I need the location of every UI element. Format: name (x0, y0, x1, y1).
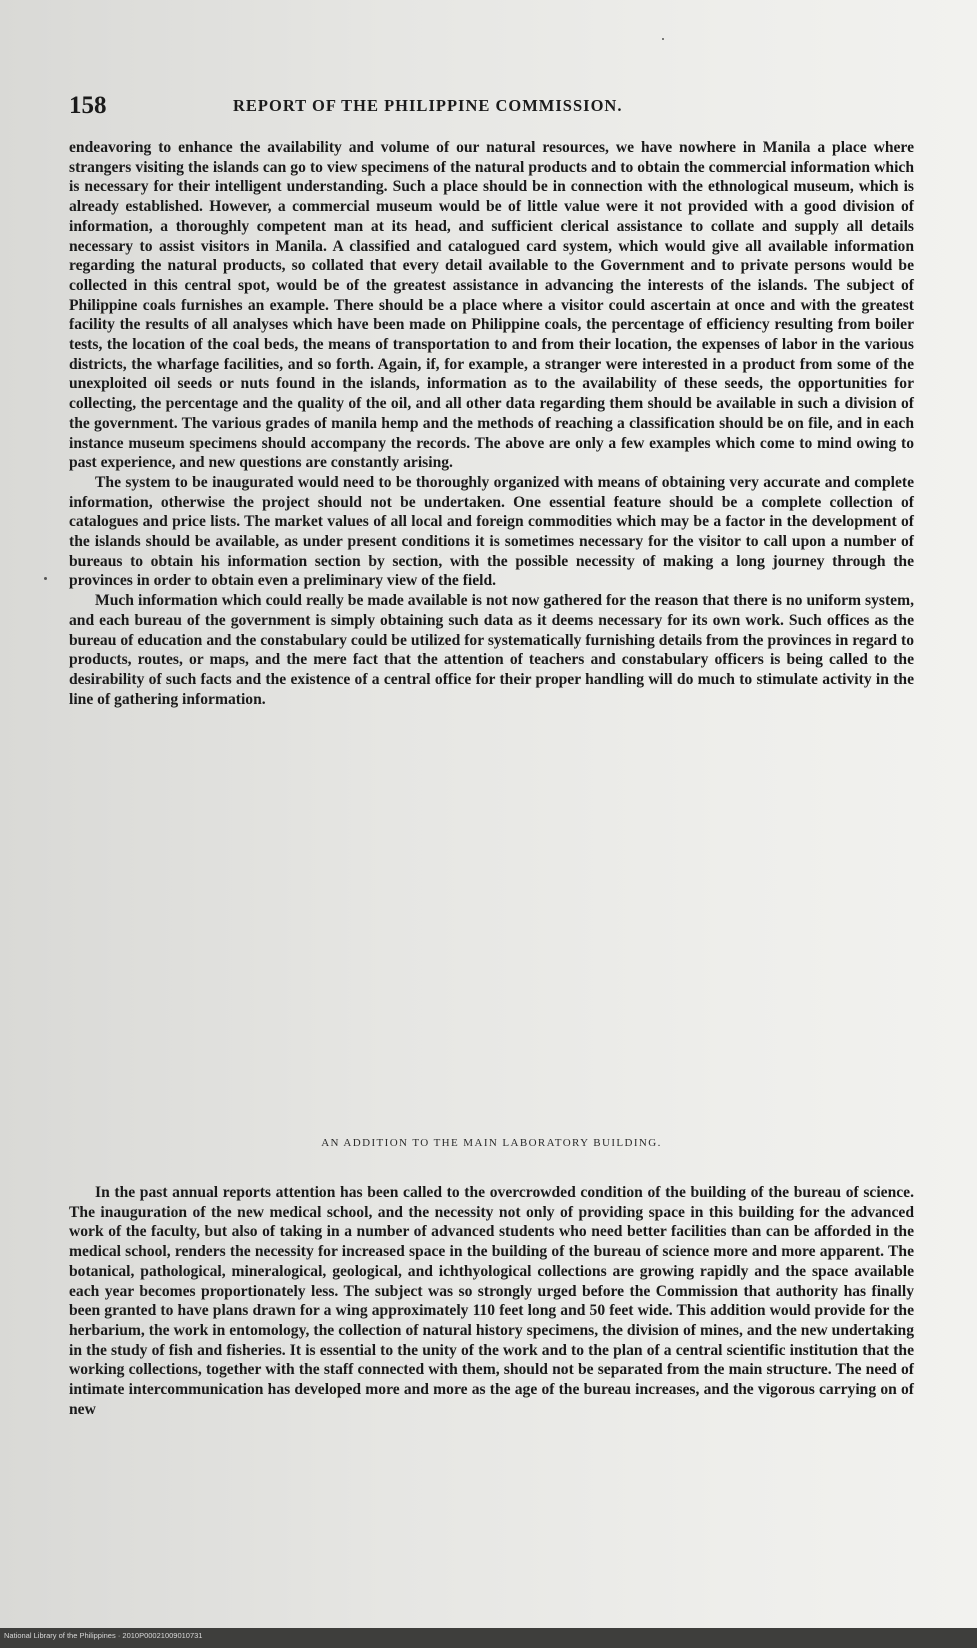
paragraph: Much information which could really be made available is not now gathered for the reason that there is no uniform system, and each bureau of the government is simply obtaining such data as it deems necessary for its own work. Such offices as the bureau of education and the constabulary could be utilized for systematically furnishing details from the provinces in regard to products, routes, or maps, and the mere fact that the attention of teachers and constabulary officers is being called to the desirability of such facts and the existence of a central office for their proper handling will do much to stimulate activity in the line of gathering information. (69, 592, 914, 708)
body-text-top (69, 138, 914, 709)
paragraph: The system to be inaugurated would need to be thoroughly organized with means of obtaining very accurate and complete information, otherwise the project should not be undertaken. One essential feature should be a complete collection of catalogues and price lists. The market values of all local and foreign commodities which may be a factor in the development of the islands should be available, as under present conditions it is sometimes necessary for the visitor to call upon a number of bureaus to obtain his information section by section, with the possible necessity of making a long journey through the provinces in order to obtain even a preliminary view of the field. (69, 473, 914, 590)
scan-footer-bar (0, 1628, 977, 1648)
section-heading: AN ADDITION TO THE MAIN LABORATORY BUILDING. (321, 1137, 662, 1149)
body-text-bottom (69, 1183, 914, 1419)
margin-speck (662, 38, 664, 40)
paragraph: In the past annual reports attention has been called to the overcrowded condition of the building of the bureau of science. The inauguration of the new medical school, and the necessity not only of providing space in this building for the advanced work of the faculty, but also of taking in a number of advanced students who need better facilities than can be afforded in the medical school, renders the necessity for increased space in the building of the bureau of science more and more apparent. The botanical, pathological, mineralogical, geological, and ichthyological collections are growing rapidly and the space available each year becomes proportionately less. The subject was so strongly urged before the Commission that authority has finally been granted to have plans drawn for a wing approximately 110 feet long and 50 feet wide. This addition would provide for the herbarium, the work in entomology, the collection of natural history specimens, the division of mines, and the new undertaking in the study of fish and fisheries. It is essential to the unity of the work and to the plan of a central scientific institution that the working collections, together with the staff connected with them, should not be separated from the main structure. The need of intimate intercommunication has developed more and more as the age of the bureau increases, and the vigorous carrying on of new (69, 1184, 914, 1418)
margin-speck (44, 577, 47, 580)
paragraph-continued: endeavoring to enhance the availability and volume of our natural resources, we have nowhere in Manila a place where strangers visiting the islands can go to view specimens of the natural products and to obtain the commercial information which is necessary for their intelligent understanding. Such a place should be in connection with the ethnological museum, which is already established. However, a commercial museum would be of little value were it not provided with a good division of information, a thoroughly competent man at its head, and sufficient clerical assistance to collate and supply all details necessary to assist visitors in Manila. A classified and catalogued card system, which would give all available information regarding the natural products, so collated that every detail available to the Government and to private persons would be collected in this central spot, would be of the greatest assistance in advancing the interests of the islands. The subject of Philippine coals furnishes an example. There should be a place where a visitor could ascertain at once and with the greatest facility the results of all analyses which have been made on Philippine coals, the percentage of efficiency resulting from boiler tests, the location of the coal beds, the means of transportation to and from their location, the expenses of labor in the various districts, the wharfage facilities, and so forth. Again, if, for example, a stranger were interested in a product from some of the unexploited oil seeds or nuts found in the islands, information as to the availability of these seeds, the opportunities for collecting, the percentage and the quality of the oil, and all other data regarding them should be available in such a division of the government. The various grades of manila hemp and the methods of reaching a classification should be on file, and in each instance museum specimens should accompany the records. The above are only a few examples which come to mind owing to past experience, and new questions are constantly arising. (69, 139, 914, 472)
page-header (69, 92, 914, 122)
page-number: 158 (69, 92, 107, 119)
scan-footer-text: National Library of the Philippines · 2010P00021009010731 (4, 1631, 203, 1640)
running-title: REPORT OF THE PHILIPPINE COMMISSION. (233, 96, 623, 115)
